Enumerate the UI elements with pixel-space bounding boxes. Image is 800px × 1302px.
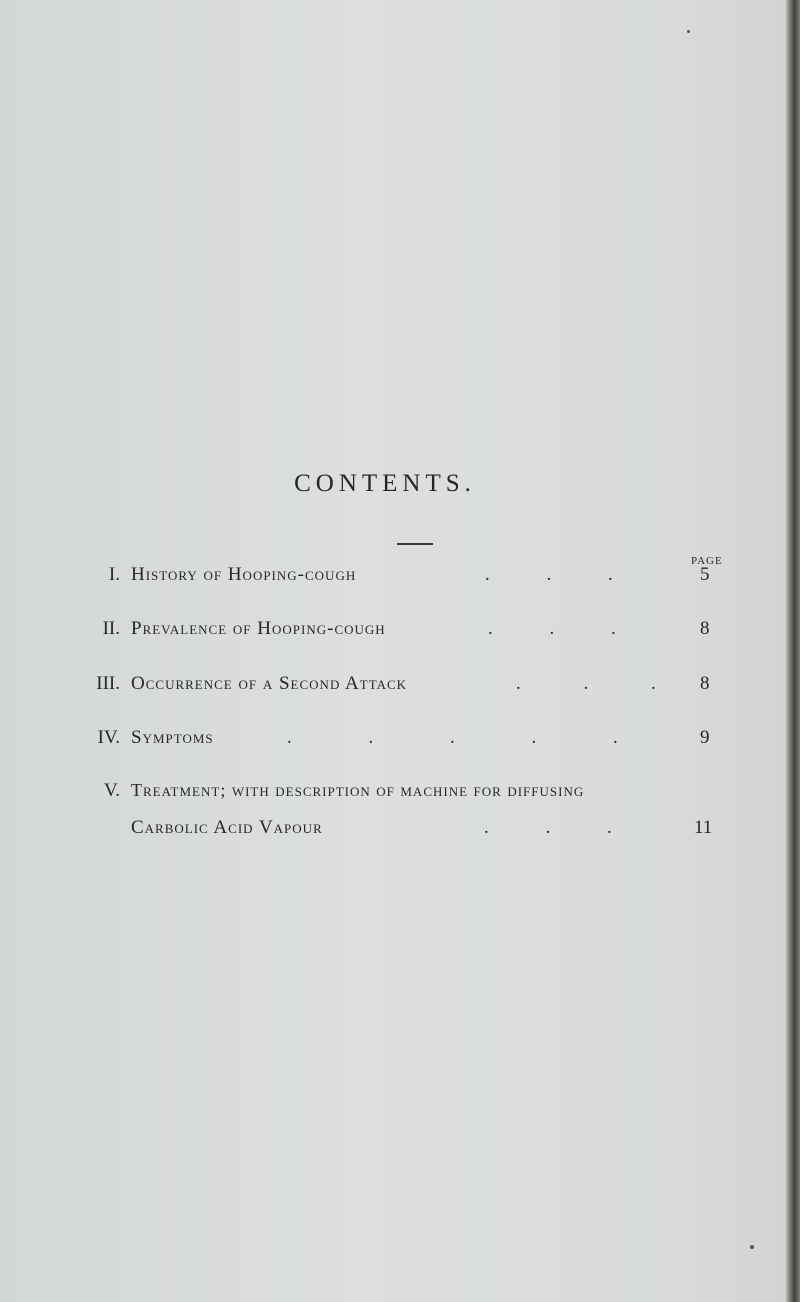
entry-number: I. [108, 564, 120, 585]
toc-entry-4[interactable] [0, 727, 800, 757]
paper-speck [687, 30, 690, 33]
dot-leader: . . . [485, 564, 613, 585]
page-edge-shadow [786, 0, 800, 1302]
toc-entry-2[interactable] [0, 618, 800, 648]
contents-title: CONTENTS. [294, 470, 476, 497]
entry-number: IV. [97, 727, 120, 748]
toc-entry-3[interactable] [0, 673, 800, 703]
dot-leader: . . . [484, 817, 612, 838]
paper-speck [750, 1245, 754, 1249]
entry-number: III. [96, 673, 120, 694]
page-column-header: PAGE [691, 555, 723, 567]
title-rule [397, 543, 433, 545]
entry-title: Symptoms [131, 727, 214, 748]
entry-title-continued: Carbolic Acid Vapour [131, 817, 323, 838]
entry-page-number: 8 [700, 673, 710, 694]
entry-title: Occurrence of a Second Attack [131, 673, 408, 694]
entry-number: II. [102, 618, 120, 639]
toc-entry-5-continued[interactable] [0, 817, 800, 847]
dot-leader: . . . [516, 673, 656, 694]
entry-title: Prevalence of Hooping-cough [131, 618, 386, 639]
entry-page-number: 9 [700, 727, 710, 748]
dot-leader: . . . . . [287, 727, 618, 748]
dot-leader: . . . [488, 618, 616, 639]
entry-title: Treatment; with description of machine for diffusing [131, 780, 585, 800]
entry-title: History of Hooping-cough [131, 564, 357, 585]
entry-page-number: 5 [700, 564, 710, 585]
entry-page-number: 8 [700, 618, 710, 639]
entry-page-number: 11 [694, 817, 713, 838]
toc-entry-1[interactable] [0, 564, 800, 594]
toc-entry-5[interactable] [0, 780, 800, 810]
entry-number: V. [103, 780, 120, 801]
